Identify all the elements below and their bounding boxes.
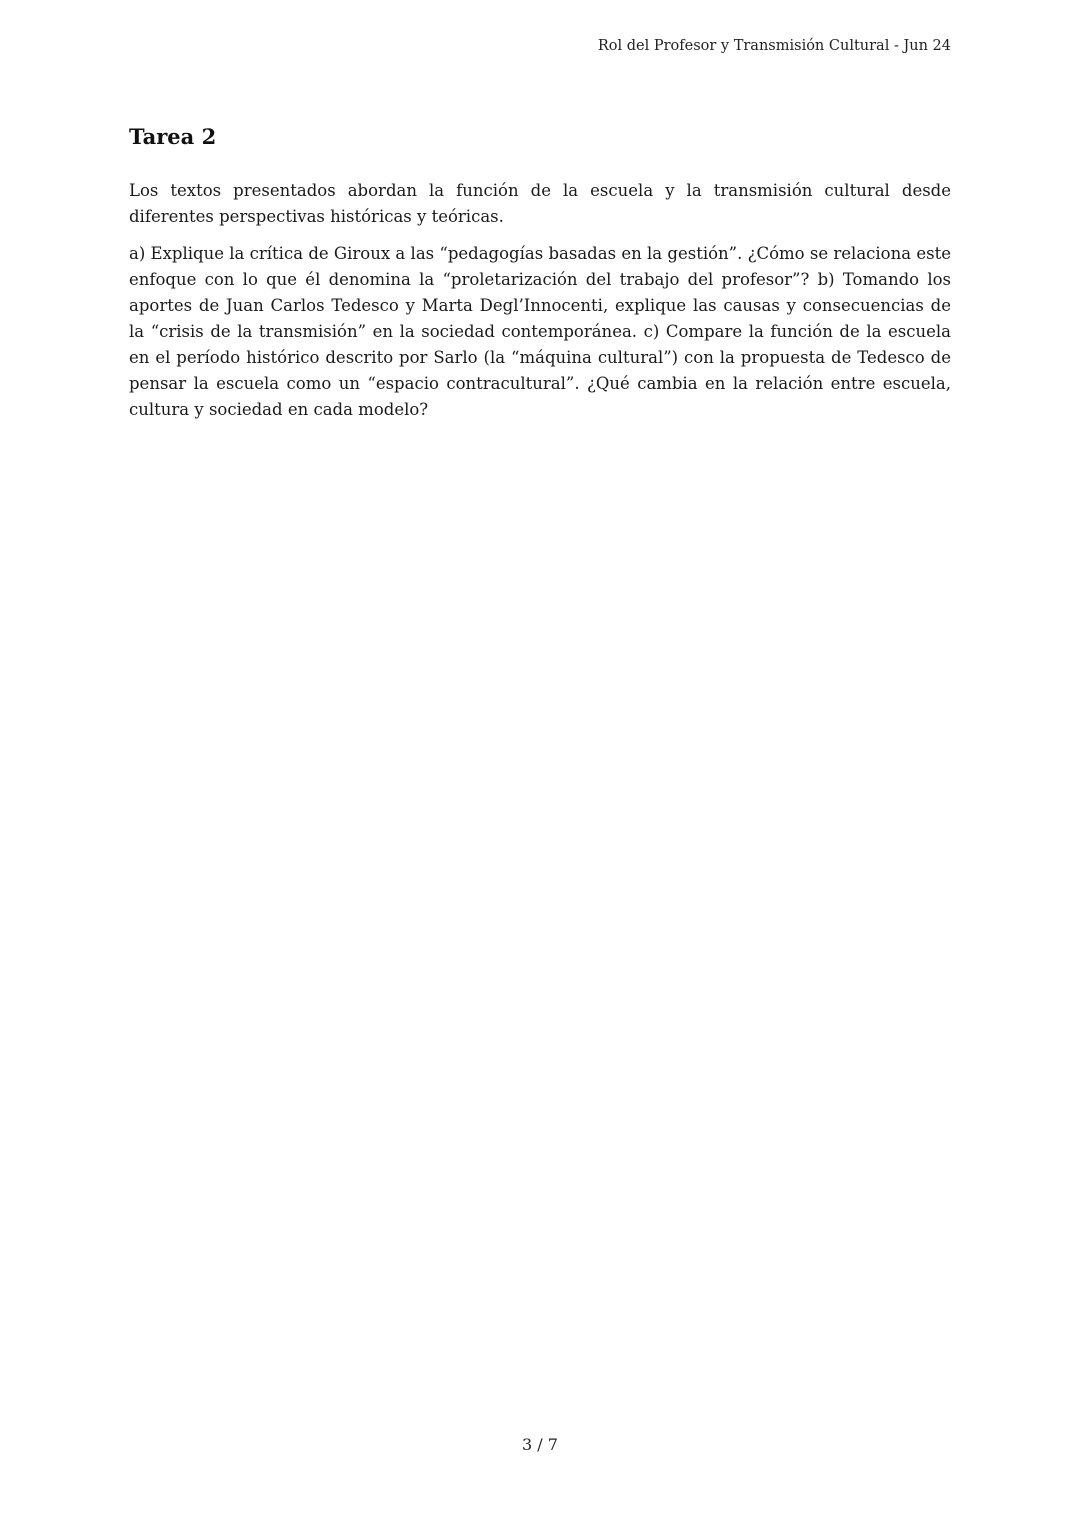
questions-paragraph: a) Explique la crítica de Giroux a las “pedagogías basadas en la gestión”. ¿Cómo se relaciona este enfoque con lo que él denomina la “proletarización del trabajo del profesor”? b) Tomando los aportes de Juan Carlos Tedesco y Marta Degl’Innocenti, explique las causas y consecuencias de la “crisis de la transmisión” en la sociedad contemporánea. c) Compare la función de la escuela en el período histórico descrito por Sarlo (la “máquina cultural”) con la propuesta de Tedesco de pensar la escuela como un “espacio contracultural”. ¿Qué cambia en la relación entre escuela, cultura y sociedad en cada modelo?	[129, 244, 951, 419]
task-title: Tarea 2	[129, 124, 217, 149]
page-number: 3 / 7	[522, 1435, 558, 1454]
intro-paragraph: Los textos presentados abordan la función de la escuela y la transmisión cultural desde diferentes perspectivas históricas y teóricas.	[129, 181, 951, 226]
page-content	[129, 122, 951, 434]
running-header: Rol del Profesor y Transmisión Cultural - Jun 24	[597, 38, 951, 54]
